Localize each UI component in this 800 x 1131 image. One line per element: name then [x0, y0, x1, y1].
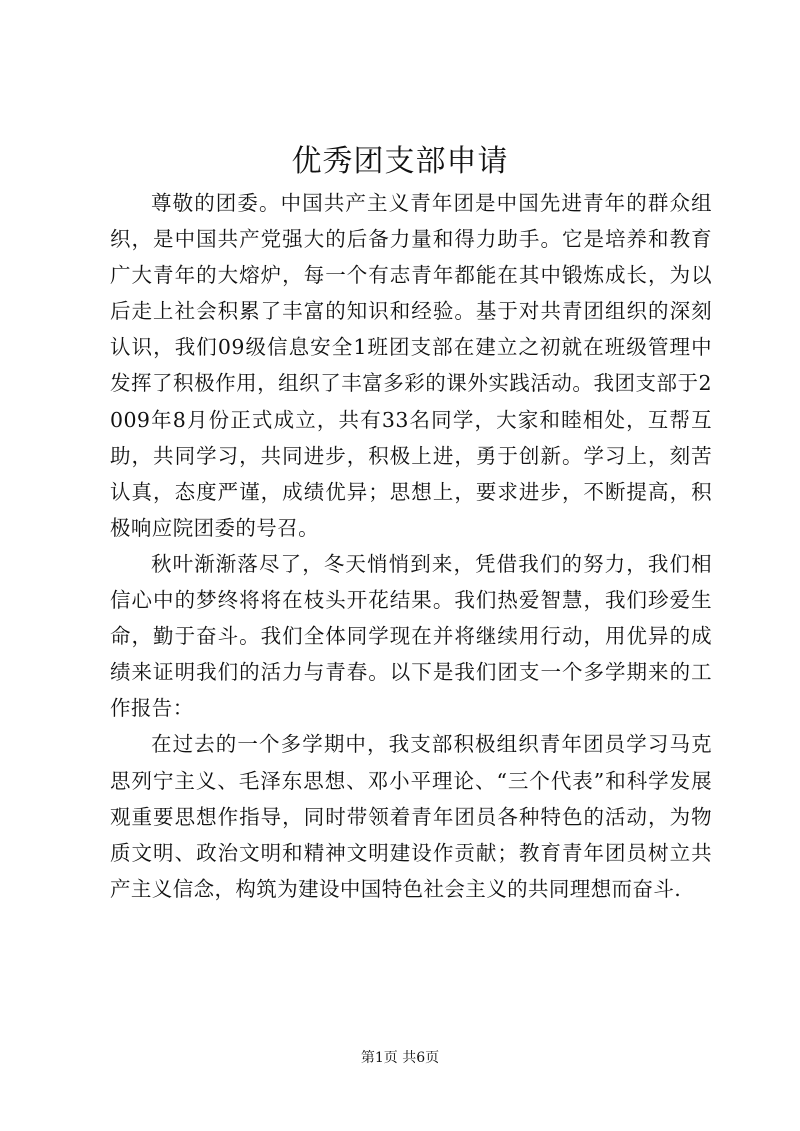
- paragraph-intro: 尊敬的团委。中国共产主义青年团是中国先进青年的群众组织，是中国共产党强大的后备力量和得力助手。它是培养和教育广大青年的大熔炉，每一个有志青年都能在其中锻炼成长，为以后走上社会积累了丰富的知识和经验。基于对共青团组织的深刻认识，我们09级信息安全1班团支部在建立之初就在班级管理中发挥了积极作用，组织了丰富多彩的课外实践活动。我团支部于2009年8月份正式成立，共有33名同学，大家和睦相处，互帮互助，共同学习，共同进步，积极上进，勇于创新。学习上，刻苦认真，态度严谨，成绩优异；思想上，要求进步，不断提高，积极响应院团委的号召。: [110, 191, 712, 540]
- document-body: [110, 185, 712, 907]
- paragraph-autumn: 秋叶渐渐落尽了，冬天悄悄到来，凭借我们的努力，我们相信心中的梦终将将在枝头开花结果。我们热爱智慧，我们珍爱生命，勤于奋斗。我们全体同学现在并将继续用行动，用优异的成绩来证明我们的活力与青春。以下是我们团支一个多学期来的工作报告：: [110, 551, 712, 721]
- document-title: 优秀团支部申请: [291, 144, 509, 179]
- page-footer: [0, 1048, 800, 1068]
- page-number-indicator: 第1页 共6页: [360, 1050, 440, 1066]
- paragraph-past-semester: 在过去的一个多学期中，我支部积极组织青年团员学习马克思列宁主义、毛泽东思想、邓小平理论、“三个代表”和科学发展观重要思想作指导，同时带领着青年团员各种特色的活动，为物质文明、政治文明和精神文明建设作贡献；教育青年团员树立共产主义信念，构筑为建设中国特色社会主义的共同理想而奋斗.: [110, 732, 712, 901]
